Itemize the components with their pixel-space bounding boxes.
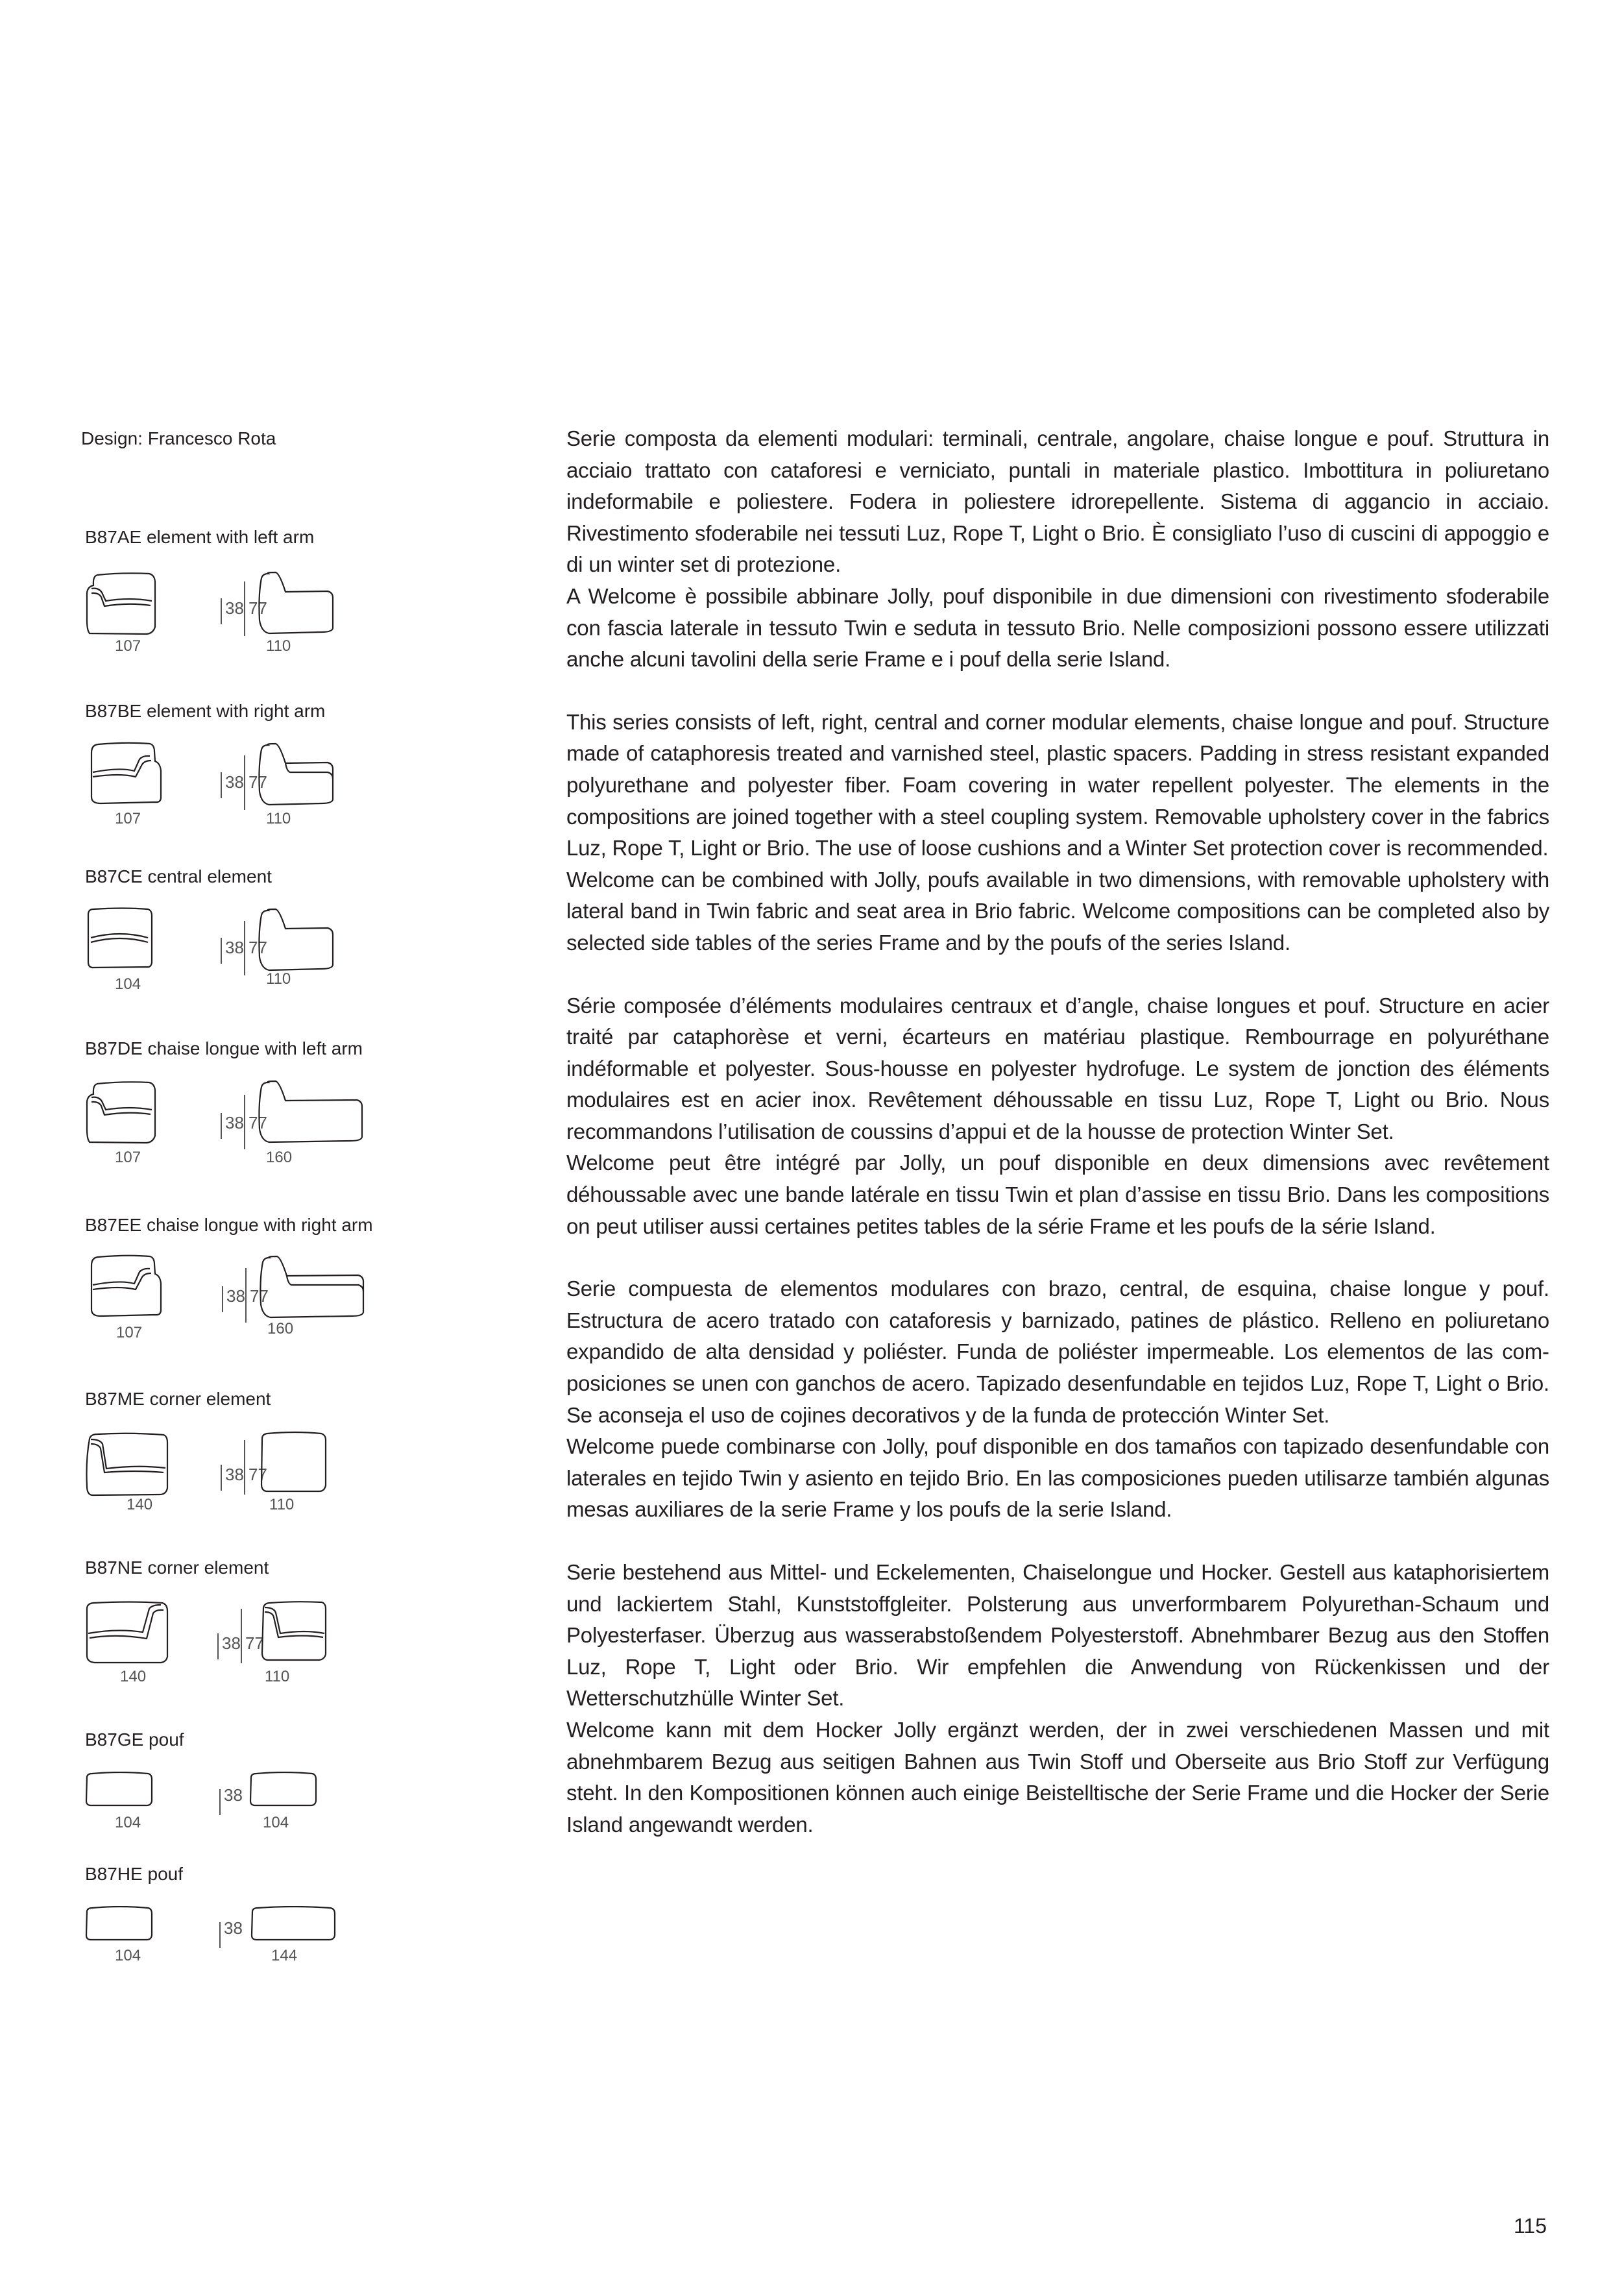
plan-view-right-arm-icon <box>88 1252 172 1324</box>
side-depth: 160 <box>266 1149 293 1166</box>
total-height-line <box>244 1095 245 1149</box>
plan-width: 104 <box>115 1947 141 1964</box>
plan-width: 107 <box>115 810 141 827</box>
total-height: 77 <box>248 938 267 957</box>
pouf-plan-icon <box>84 1772 159 1811</box>
element-title: B87EE chaise longue with right arm <box>85 1215 373 1235</box>
total-height: 77 <box>248 772 267 792</box>
total-height-line <box>244 1440 245 1495</box>
seat-height: 38 <box>225 938 244 957</box>
element-title: B87DE chaise longue with left arm <box>85 1038 363 1058</box>
description-italian <box>566 423 1549 676</box>
pouf-side-long-icon <box>250 1906 341 1945</box>
plan-view-left-arm-icon <box>84 1077 169 1149</box>
description-paragraph: Welcome peut être intégré par Jolly, un pouf disponible en deux dimensions avec revêtement déhoussable avec une bande latérale en tissu Twin et plan d’assise en tissu Brio. Dans les compositions on peut utiliser aussi certaines petites tables de la série Frame et les poufs de la série Island. <box>566 1151 1549 1238</box>
seat-height-line <box>217 1633 219 1659</box>
total-height-line <box>245 1268 247 1323</box>
total-height-line <box>244 921 245 975</box>
element-title: B87GE pouf <box>85 1729 184 1750</box>
description-paragraph: Serie compuesta de elementos modulares con brazo, central, de esquina, chaise longue y pouf. Estructura de acero tratado con cataforesis y barnizado, patines de plástico. Relleno en poliuretano expandido de alta densidad y poliéster. Funda de poliéster impermeable. Los elementos de las composiciones se unen con ganchos de acero. Tapizado desenfundable en tejidos Luz, Rope T, Light o Brio. Se aconseja el uso de cojines decorativos y de la funda de protección Winter Set. <box>566 1276 1549 1427</box>
side-view-chaise-icon <box>256 1077 380 1149</box>
side-view-box-icon <box>260 1431 331 1496</box>
element-b87ge <box>81 1729 535 1879</box>
side-view-icon <box>256 740 347 811</box>
total-height-line <box>244 755 245 810</box>
plan-view-right-arm-icon <box>88 740 172 811</box>
seat-height: 38 <box>225 1465 244 1484</box>
description-french <box>566 990 1549 1243</box>
description-paragraph: Serie composta da elementi modulari: terminali, centrale, angolare, chaise longue e pouf. Struttura in acciaio trattato con cataforesi e verniciato, puntali in materiale plastico. Imbottitura in poliuretano indeformabile e poliestere. Fodera in poliestere idrorepellente. Sistema di aggancio in acciaio. Rivestimento sfoderabile nei tessuti Luz, Rope T, Light o Brio. È consigliato l’uso di cuscini di appoggio e di un winter set di protezione. <box>566 426 1549 577</box>
seat-height-line <box>221 598 222 624</box>
plan-width: 104 <box>115 975 141 993</box>
total-height-line <box>244 581 245 636</box>
pouf-side-icon <box>248 1772 323 1811</box>
seat-height: 38 <box>225 1113 244 1132</box>
element-b87be <box>81 701 535 850</box>
side-view-icon <box>256 568 347 640</box>
side-depth: 110 <box>265 1668 290 1685</box>
element-b87ee <box>81 1215 535 1364</box>
side-view-chaise-icon <box>258 1252 381 1324</box>
plan-view-left-arm-icon <box>84 568 169 640</box>
plan-view-central-icon <box>84 905 169 977</box>
element-b87ce <box>81 866 535 1016</box>
side-view-icon <box>256 905 347 977</box>
seat-height-line <box>221 772 222 798</box>
element-title: B87NE corner element <box>85 1557 269 1578</box>
element-b87me <box>81 1389 535 1538</box>
seat-height-line <box>222 1286 223 1312</box>
designer-credit: Design: Francesco Rota <box>81 428 276 448</box>
description-paragraph: Serie bestehend aus Mittel- und Eckelementen, Chaiselongue und Hocker. Gestell aus kataphorisiertem und lackiertem Stahl, Kunststoffgleiter. Polsterung aus unverformbarem Polyurethan-Schaum und Polyesterfaser. Überzug aus wasserabstoßendem Polyesterstoff. Abnehmbarer Bezug aus den Stoffen Luz, Rope T, Light oder Brio. Wir empfehlen die Anwendung von Rückenkissen und der Wetterschutzhülle Winter Set. <box>566 1560 1549 1711</box>
plan-view-corner-icon <box>84 1431 175 1502</box>
side-depth: 110 <box>266 810 291 827</box>
page-number: 115 <box>1514 2214 1547 2238</box>
element-title: B87HE pouf <box>85 1864 183 1884</box>
description-paragraph: This series consists of left, right, central and corner modular elements, chaise longue and pouf. Structure made of cataphoresis treated and varnished steel, plastic spacers. Padding in stress resistant expanded polyurethane and polyester fiber. Foam covering in water repellent polyester. The elements in the compositions are joined together with a steel coupling system. Removable upholstery cover in the fabrics Luz, Rope T, Light or Brio. The use of loose cushions and a Winter Set protection cover is recommended. <box>566 709 1549 861</box>
element-title: B87CE central element <box>85 866 272 886</box>
description-paragraph: Welcome kann mit dem Hocker Jolly ergänzt werden, der in zwei verschiedenen Massen und mit abnehmbarem Bezug aus seitigen Bahnen aus Twin Stoff und Oberseite aus Brio Stoff zur Verfügung steht. In den Kompositionen können auch einige Beistelltische der Serie Frame und die Hocker der Serie Island angewandt werden. <box>566 1717 1549 1837</box>
seat-height-line <box>221 938 222 964</box>
seat-height: 38 <box>224 1785 243 1805</box>
element-b87ae <box>81 527 535 676</box>
side-depth: 160 <box>267 1320 294 1337</box>
side-depth: 110 <box>269 1496 295 1513</box>
seat-height-line <box>221 1113 222 1139</box>
total-height: 77 <box>250 1286 269 1306</box>
element-b87he <box>81 1864 535 2013</box>
element-title: B87ME corner element <box>85 1389 271 1409</box>
description-paragraph: Welcome puede combinarse con Jolly, pouf disponible en dos tamaños con tapizado desenfundable con laterales en tejido Twin y asiento en tejido Brio. En las composiciones pueden utilisarze también algunas mesas auxiliares de la serie Frame y los poufs de la serie Island. <box>566 1434 1549 1522</box>
element-title: B87AE element with left arm <box>85 527 315 547</box>
plan-width: 104 <box>115 1814 141 1831</box>
side-depth: 104 <box>263 1814 289 1831</box>
description-spanish <box>566 1273 1549 1526</box>
pouf-plan-icon <box>84 1906 159 1945</box>
total-height: 77 <box>248 598 267 618</box>
seat-height: 38 <box>224 1918 243 1938</box>
seat-height: 38 <box>222 1633 241 1653</box>
total-height: 77 <box>245 1633 264 1653</box>
description-german <box>566 1557 1549 1840</box>
description-paragraph: A Welcome è possibile abbinare Jolly, pouf disponibile in due dimensioni con rivestimento sfoderabile con fascia laterale in tessuto Twin e seduta in tessuto Brio. Nelle composizioni possono essere utilizzati anche alcuni tavolini della serie Frame e i pouf della serie Island. <box>566 583 1549 672</box>
plan-width: 140 <box>120 1668 147 1685</box>
side-depth: 110 <box>266 637 291 655</box>
seat-height: 38 <box>225 772 244 792</box>
seat-height: 38 <box>226 1286 245 1306</box>
plan-width: 107 <box>115 637 141 655</box>
plan-width: 140 <box>127 1496 153 1513</box>
seat-height-line <box>219 1922 221 1948</box>
total-height: 77 <box>248 1465 267 1484</box>
description-paragraph: Welcome can be combined with Jolly, poufs available in two dimensions, with removable upholstery with lateral band in Twin fabric and seat area in Brio fabric. Welcome compositions can be completed also by selected side tables of the series Frame and by the poufs of the series Island. <box>566 867 1549 955</box>
side-depth: 110 <box>266 970 291 988</box>
total-height-line <box>241 1609 242 1663</box>
element-title: B87BE element with right arm <box>85 701 326 721</box>
element-b87ne <box>81 1557 535 1707</box>
plan-width: 107 <box>116 1324 143 1341</box>
side-depth: 144 <box>271 1947 298 1964</box>
plan-view-corner-icon <box>260 1600 331 1665</box>
seat-height-line <box>221 1465 222 1491</box>
description-english <box>566 707 1549 959</box>
total-height: 77 <box>248 1113 267 1132</box>
description-column <box>566 423 1549 1872</box>
seat-height: 38 <box>225 598 244 618</box>
plan-view-corner-icon <box>84 1600 175 1671</box>
element-b87de <box>81 1038 535 1188</box>
seat-height-line <box>219 1789 221 1815</box>
plan-width: 107 <box>115 1149 141 1166</box>
description-paragraph: Série composée d’éléments modulaires centraux et d’angle, chaise longues et pouf. Structure en acier traité par cataphorèse et verni, écarteurs en matériau plastique. Rembourrage en polyuréthane indéformable et polyester. Sous-housse en polyester hydrofuge. Le system de jonction des éléments modulaires est en acier inox. Revêtement déhoussable en tissu Luz, Rope T, Light ou Brio. Nous recommandons l’utilisation de coussins d’appui et de la housse de protection Winter Set. <box>566 993 1549 1143</box>
